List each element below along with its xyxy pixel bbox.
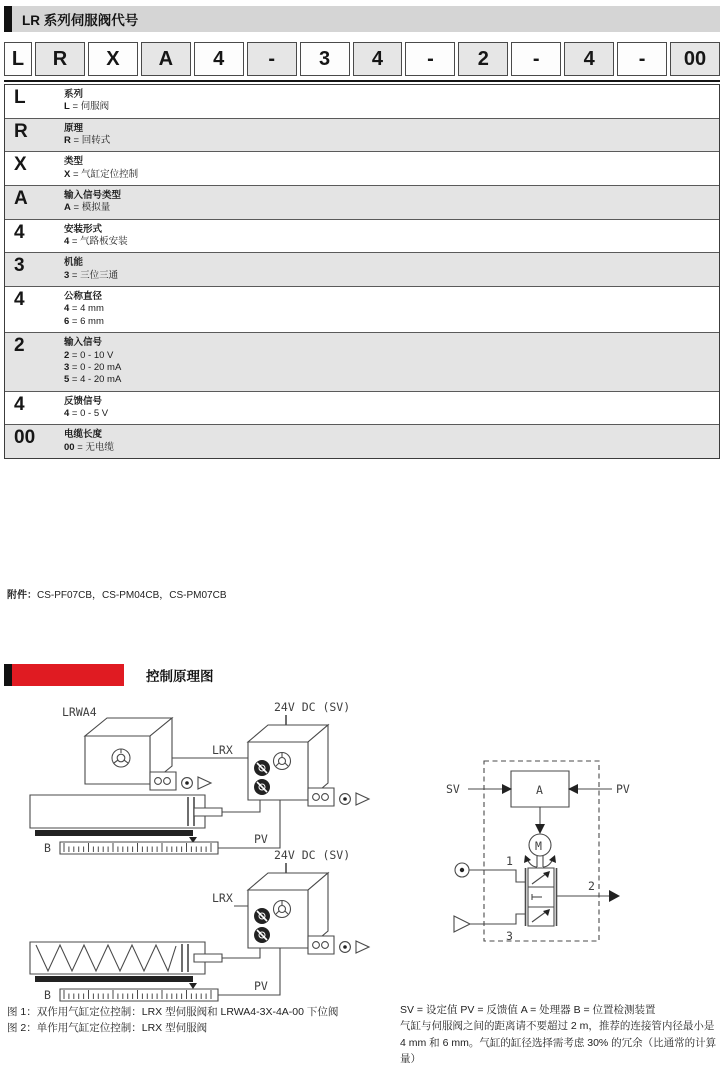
model-code-cell: - — [511, 42, 561, 76]
spec-code: 2 — [14, 335, 25, 357]
spec-title: 类型 — [64, 156, 84, 168]
figure-captions — [7, 1004, 338, 1037]
spec-title: 原理 — [64, 122, 84, 134]
control-block-diagram — [404, 744, 720, 979]
spec-value-line: X = 气缸定位控制 — [64, 168, 139, 180]
figure2-sensor-label: B — [44, 988, 51, 1002]
notes-legend: SV = 设定值 PV = 反馈值 A = 处理器 B = 位置检测装置 — [400, 1004, 656, 1016]
spec-body — [64, 223, 719, 249]
figure1-drawing — [30, 700, 369, 855]
spec-table-row — [5, 287, 719, 333]
spec-title: 反馈信号 — [64, 395, 103, 407]
block-pv-label: PV — [616, 782, 630, 796]
spec-value-line: 4 = 0 - 5 V — [64, 407, 109, 419]
model-code-cell: 2 — [458, 42, 508, 76]
figure1-caption: 图 1：双作用气缸定位控制：LRX 型伺服阀和 LRWA4-3X-4A-00 下位阀 — [7, 1006, 339, 1018]
spec-table-row — [5, 253, 719, 287]
spec-value-line: 3 = 三位三通 — [64, 269, 119, 281]
attachments-line — [7, 586, 227, 601]
figure1-pv-label: PV — [254, 832, 268, 846]
block-port1-label: 1 — [506, 854, 513, 868]
spec-code: 4 — [14, 289, 25, 311]
model-code-cell: A — [141, 42, 191, 76]
figure2-supply-label: 24V DC (SV) — [274, 848, 351, 862]
spec-values — [64, 408, 719, 420]
banner-title: 控制原理图 — [146, 669, 214, 684]
spec-code: 00 — [14, 427, 36, 449]
spec-values — [64, 135, 719, 147]
spec-body — [64, 189, 719, 215]
model-code-cell: - — [617, 42, 667, 76]
spec-code: 4 — [14, 393, 25, 415]
model-code-row — [4, 42, 720, 82]
control-principle-banner — [4, 664, 214, 686]
spec-title: 输入信号类型 — [64, 190, 122, 202]
spec-table-row — [5, 333, 719, 391]
model-code-cell: 4 — [353, 42, 403, 76]
figure1-sensor-label: B — [44, 841, 51, 855]
spec-table-row — [5, 425, 719, 458]
notes-block — [400, 1002, 720, 1067]
header-accent-bar — [4, 6, 12, 32]
spec-values — [64, 350, 719, 387]
spec-table-row — [5, 85, 719, 119]
figure2-drawing — [30, 848, 369, 1002]
spec-body — [64, 256, 719, 282]
block-processor-label: A — [536, 783, 543, 797]
spec-title: 电缆长度 — [64, 429, 103, 441]
model-code-cell: R — [35, 42, 85, 76]
figure2-pv-label: PV — [254, 979, 268, 993]
spec-value-line: 3 = 0 - 20 mA — [64, 361, 122, 373]
notes-body: 气缸与伺服阀之间的距离请不要超过 2 m，推荐的连接管内径最小是 4 mm 和 6 mm。气缸的缸径选择需考虑 30% 的冗余（比通常的计算量） — [400, 1020, 717, 1065]
model-code-cell: 4 — [564, 42, 614, 76]
spec-values — [64, 236, 719, 248]
spec-table-row — [5, 220, 719, 254]
attachments-label: 附件： — [7, 590, 37, 601]
spec-values — [64, 169, 719, 181]
spec-value-line: 6 = 6 mm — [64, 315, 104, 327]
banner-red-bar — [12, 664, 124, 686]
spec-value-line: A = 模拟量 — [64, 202, 111, 214]
spec-code: R — [14, 120, 28, 142]
spec-value-line: 2 = 0 - 10 V — [64, 349, 114, 361]
model-code-cell: 4 — [194, 42, 244, 76]
model-code-cell: - — [247, 42, 297, 76]
spec-title: 安装形式 — [64, 223, 103, 235]
spec-code: L — [14, 87, 26, 108]
spec-value-line: R = 回转式 — [64, 135, 111, 147]
spec-body — [64, 88, 719, 114]
spec-title: 机能 — [64, 257, 84, 269]
model-code-cell: 3 — [300, 42, 350, 76]
spec-table-row — [5, 152, 719, 186]
spec-table-row — [5, 186, 719, 220]
spec-value-line: L = 伺服阀 — [64, 101, 110, 113]
spec-value-line: 00 = 无电缆 — [64, 441, 114, 453]
page-title: LR 系列伺服阀代号 — [12, 6, 720, 32]
spec-table-row — [5, 119, 719, 153]
spec-code: 4 — [14, 221, 25, 243]
banner-black-box — [4, 664, 12, 686]
spec-values — [64, 303, 719, 328]
spec-values — [64, 101, 719, 113]
block-port3-label: 3 — [506, 929, 513, 943]
spec-value-line: 5 = 4 - 20 mA — [64, 374, 122, 386]
spec-title: 系列 — [64, 89, 84, 100]
model-code-cell: - — [405, 42, 455, 76]
spec-table-row — [5, 392, 719, 426]
model-code-cell: 00 — [670, 42, 720, 76]
figure1-supply-label: 24V DC (SV) — [274, 700, 351, 714]
spec-table — [4, 84, 720, 459]
spec-values — [64, 202, 719, 214]
spec-code: A — [14, 188, 28, 210]
spec-title: 公称直径 — [64, 291, 103, 303]
spec-body — [64, 290, 719, 328]
spec-code: 3 — [14, 255, 25, 277]
figure2-caption: 图 2：单作用气缸定位控制：LRX 型伺服阀 — [7, 1022, 208, 1035]
spec-title: 输入信号 — [64, 337, 103, 349]
spec-body — [64, 122, 719, 148]
model-code-cell: L — [4, 42, 32, 76]
figure1-servo-label: LRX — [212, 743, 233, 757]
model-code-cell: X — [88, 42, 138, 76]
spec-body — [64, 155, 719, 181]
spec-body — [64, 395, 719, 421]
figure2-servo-label: LRX — [212, 891, 233, 905]
spec-value-line: 4 = 4 mm — [64, 303, 104, 315]
figure1-valve-label: LRWA4 — [62, 705, 97, 719]
spec-value-line: 4 = 气路板安装 — [64, 236, 128, 248]
spec-body — [64, 336, 719, 386]
block-port2-label: 2 — [588, 879, 595, 893]
spec-body — [64, 428, 719, 454]
block-motor-label: M — [535, 839, 542, 853]
spec-code: X — [14, 154, 27, 176]
spec-values — [64, 270, 719, 282]
block-sv-label: SV — [446, 782, 460, 796]
pneumatic-circuit-diagrams — [18, 696, 400, 1008]
spec-values — [64, 442, 719, 454]
section-header — [4, 6, 720, 32]
attachments-items: CS-PF07CB，CS-PM04CB，CS-PM07CB — [37, 590, 227, 601]
